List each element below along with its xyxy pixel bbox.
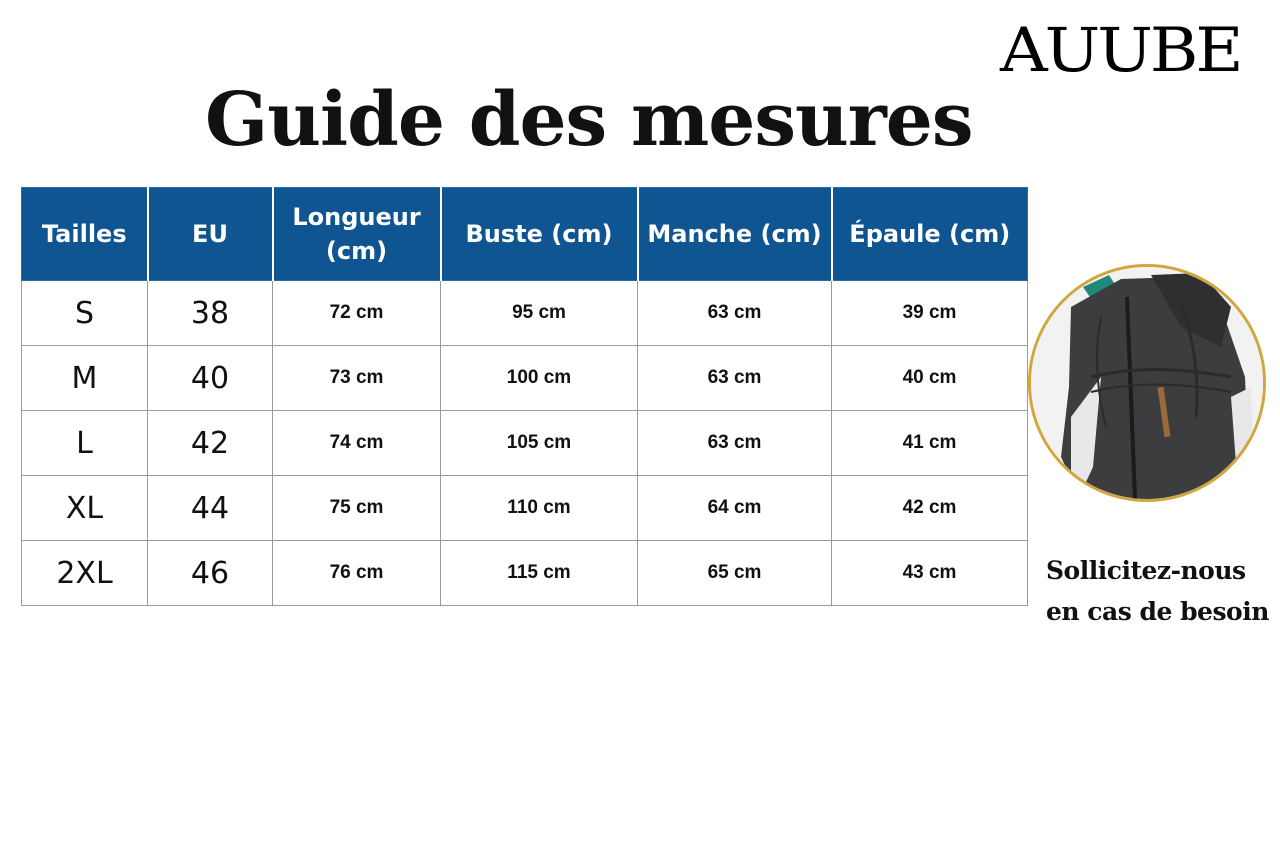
sleeve-cell: 63 cm xyxy=(638,281,832,346)
help-message xyxy=(1046,550,1276,632)
length-cell: 72 cm xyxy=(273,281,441,346)
jacket-photo xyxy=(1028,264,1266,502)
shoulder-cell: 43 cm xyxy=(832,541,1028,606)
header-eu: EU xyxy=(148,188,273,281)
shoulder-cell: 41 cm xyxy=(832,411,1028,476)
table-row xyxy=(22,476,1028,541)
header-tailles: Tailles xyxy=(22,188,148,281)
sleeve-cell: 63 cm xyxy=(638,346,832,411)
help-line-1: Sollicitez-nous xyxy=(1046,556,1246,585)
shoulder-cell: 42 cm xyxy=(832,476,1028,541)
table-header-row xyxy=(22,188,1028,281)
size-cell: 2XL xyxy=(22,541,148,606)
eu-size-cell: 40 xyxy=(148,346,273,411)
length-cell: 74 cm xyxy=(273,411,441,476)
header-buste: Buste (cm) xyxy=(441,188,638,281)
bust-cell: 110 cm xyxy=(441,476,638,541)
bust-cell: 115 cm xyxy=(441,541,638,606)
header-manche: Manche (cm) xyxy=(638,188,832,281)
table-row xyxy=(22,281,1028,346)
eu-size-cell: 38 xyxy=(148,281,273,346)
eu-size-cell: 42 xyxy=(148,411,273,476)
size-cell: L xyxy=(22,411,148,476)
length-cell: 76 cm xyxy=(273,541,441,606)
sleeve-cell: 65 cm xyxy=(638,541,832,606)
jacket-illustration xyxy=(1031,267,1263,499)
bust-cell: 95 cm xyxy=(441,281,638,346)
header-longueur xyxy=(273,188,441,281)
length-cell: 73 cm xyxy=(273,346,441,411)
bust-cell: 100 cm xyxy=(441,346,638,411)
eu-size-cell: 44 xyxy=(148,476,273,541)
sleeve-cell: 63 cm xyxy=(638,411,832,476)
shoulder-cell: 39 cm xyxy=(832,281,1028,346)
size-cell: XL xyxy=(22,476,148,541)
table-row xyxy=(22,411,1028,476)
size-chart-table xyxy=(21,187,1028,606)
size-cell: M xyxy=(22,346,148,411)
sleeve-cell: 64 cm xyxy=(638,476,832,541)
length-cell: 75 cm xyxy=(273,476,441,541)
table-row xyxy=(22,346,1028,411)
page-title: Guide des mesures xyxy=(205,77,973,163)
bust-cell: 105 cm xyxy=(441,411,638,476)
help-line-2: en cas de besoin xyxy=(1046,597,1269,626)
eu-size-cell: 46 xyxy=(148,541,273,606)
shoulder-cell: 40 cm xyxy=(832,346,1028,411)
table-row xyxy=(22,541,1028,606)
header-epaule: Épaule (cm) xyxy=(832,188,1028,281)
size-cell: S xyxy=(22,281,148,346)
brand-logo: AUUBE xyxy=(1000,14,1241,86)
header-longueur-label: Longueur (cm) xyxy=(292,203,421,265)
